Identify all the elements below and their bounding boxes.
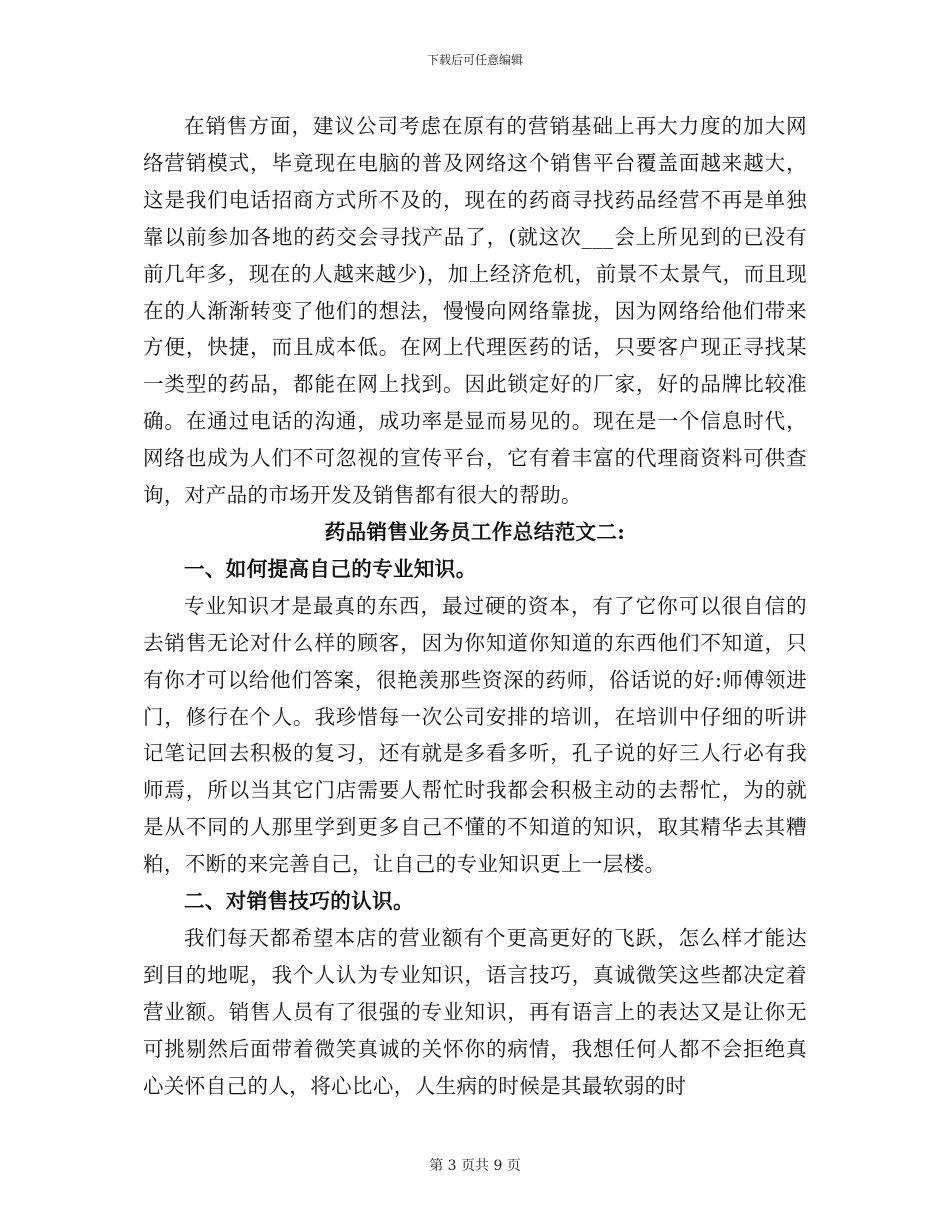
paragraph-sales-skills: 我们每天都希望本店的营业额有个更高更好的飞跃，怎么样才能达到目的地呢，我个人认为专业知识，语言技巧，真诚微笑这些都决定着营业额。销售人员有了很强的专业知识，再有语言上的表达又是让你无可挑剔然后面带着微笑真诚的关怀你的病情，我想任何人都不会拒绝真心关怀自己的人，将心比心，人生病的时候是其最软弱的时 — [143, 925, 807, 1098]
heading-sales-skills: 二、对销售技巧的认识。 — [184, 889, 414, 914]
document-body — [143, 108, 807, 1104]
paragraph-professional-knowledge: 专业知识才是最真的东西，最过硬的资本，有了它你可以很自信的去销售无论对什么样的顾客，因为你知道你知道的东西他们不知道，只有你才可以给他们答案，很艳羡那些资深的药师，俗话说的好:师傅领进门，修行在个人。我珍惜每一次公司安排的培训，在培训中仔细的听讲记笔记回去积极的复习，还有就是多看多听，孔子说的好三人行必有我师焉，所以当其它门店需要人帮忙时我都会积极主动的去帮忙，为的就是从不同的人那里学到更多自己不懂的不知道的知识，取其精华去其糟粕，不断的来完善自己，让自己的专业知识更上一层楼。 — [143, 593, 807, 877]
paragraph-sales-network: 在销售方面，建议公司考虑在原有的营销基础上再大力度的加大网络营销模式，毕竟现在电脑的普及网络这个销售平台覆盖面越来越大，这是我们电话招商方式所不及的，现在的药商寻找药品经营不再是单独靠以前参加各地的药交会寻找产品了，(就这次___会上所见到的已没有前几年多，现在的人越来越少)，加上经济危机，前景不太景气，而且现在的人渐渐转变了他们的想法，慢慢向网络靠拢，因为网络给他们带来方便，快捷，而且成本低。在网上代理医药的话，只要客户现正寻找某一类型的药品，都能在网上找到。因此锁定好的厂家，好的品牌比较准确。在通过电话的沟通，成功率是显而易见的。现在是一个信息时代，网络也成为人们不可忽视的宣传平台，它有着丰富的代理商资料可供查询，对产品的市场开发及销售都有很大的帮助。 — [143, 114, 807, 508]
page-header: 下载后可任意编辑 — [426, 53, 523, 67]
page-footer: 第 3 页共 9 页 — [429, 1158, 521, 1174]
heading-professional-knowledge: 一、如何提高自己的专业知识。 — [184, 556, 477, 581]
section-title: 药品销售业务员工作总结范文二: — [324, 519, 626, 544]
